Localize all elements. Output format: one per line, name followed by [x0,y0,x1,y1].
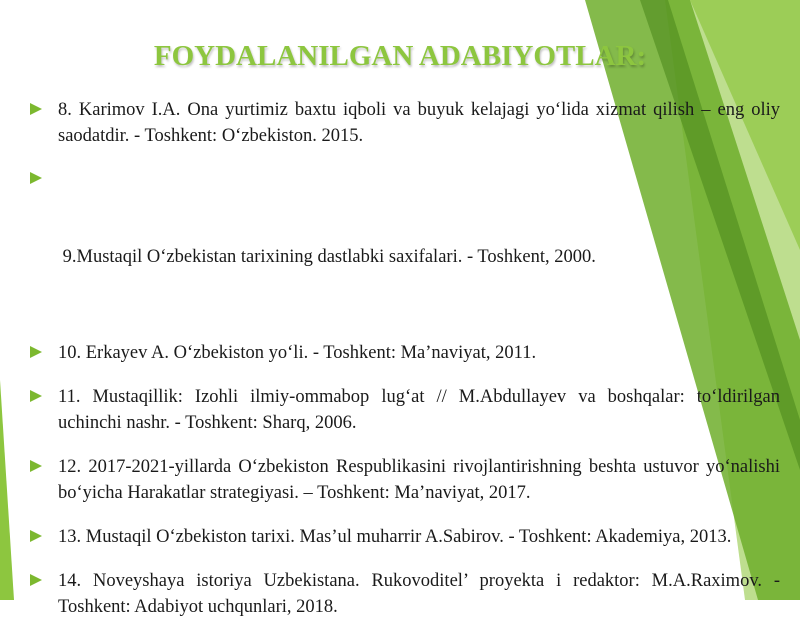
reference-text: 8. Karimov I.A. Ona yurtimiz baxtu iqboli va buyuk kelajagi yo‘lida xizmat qilish – eng oliy saodatdir. - Toshkent: O‘zbekiston. 2015. [58,100,780,146]
triangle-right-icon [30,103,42,115]
reference-text: 12. 2017-2021-yillarda O‘zbekiston Respublikasini rivojlantirishning beshta ustuvor yo‘nalishi bo‘yicha Harakatlar strategiyasi. – Toshkent: Ma’naviyat, 2017. [58,457,780,503]
triangle-right-icon [30,530,42,542]
reference-list [30,97,780,620]
reference-text: 11. Mustaqillik: Izohli ilmiy-ommabop lug‘at // M.Abdullayev va boshqalar: to‘ldirilgan uchinchi nashr. - Toshkent: Sharq, 2006. [58,387,780,433]
reference-item [30,166,780,322]
reference-item [30,340,780,366]
triangle-right-icon [30,172,42,184]
reference-item [30,384,780,436]
reference-item [30,568,780,620]
reference-text: 13. Mustaqil O‘zbekiston tarixi. Mas’ul muharrir A.Sabirov. - Toshkent: Akademiya, 2013. [58,527,732,547]
reference-item [30,97,780,149]
triangle-right-icon [30,346,42,358]
reference-item [30,454,780,506]
reference-text: 9.Mustaqil O‘zbekistan tarixining dastlabki saxifalari. - Toshkent, 2000. [58,247,596,267]
triangle-right-icon [30,574,42,586]
left-green-sliver [0,380,14,600]
reference-text: 14. Noveyshaya istoriya Uzbekistana. Rukovoditel’ proyekta i redaktor: M.A.Raximov. - Toshkent: Adabiyot uchqunlari, 2018. [58,571,780,617]
triangle-right-icon [30,390,42,402]
triangle-right-icon [30,460,42,472]
reference-item [30,524,780,550]
reference-text: 10. Erkayev A. O‘zbekiston yo‘li. - Toshkent: Ma’naviyat, 2011. [58,343,537,363]
slide-title: FOYDALANILGAN ADABIYOTLAR: [153,40,647,72]
